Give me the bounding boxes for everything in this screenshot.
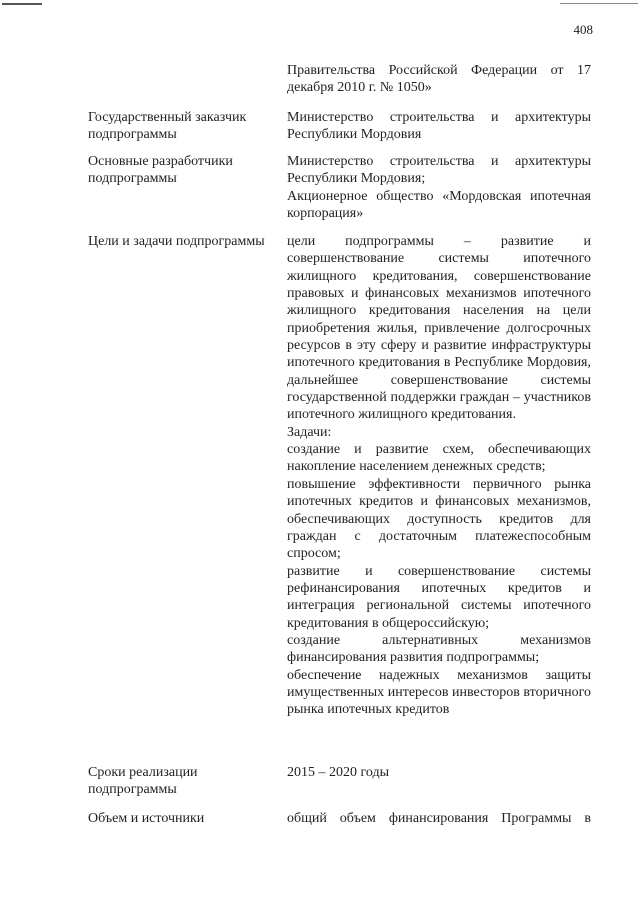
developers-value: Министерство строительства и архитектуры Республики Мордовия; Акционерное общество «Мордовская ипотечная корпорация» xyxy=(287,154,591,222)
customer-value: Министерство строительства и архитектуры Республики Мордовия xyxy=(287,110,591,143)
customer-label: Государственный заказчик подпрограммы xyxy=(88,110,247,142)
goals-value: цели подпрограммы – развитие и совершенствование системы ипотечного жилищного кредитования, совершенствование правовых и финансовых механизмов ипотечного жилищного кредитования населения на цели приобретения жилья, привлечение долгосрочных ресурсов в эту сферу и развитие инфраструктуры ипотечного кредитования в Республике Мордовия, дальнейшее совершенствование системы государственной поддержки граждан – участников ипотечного жилищного кредитования. Задачи: создание и развитие схем, обеспечивающих накопление населением денежных средств; повышение эффективности первичного рынка ипотечных кредитов и финансовых механизмов, обеспечивающих доступность кредитов для граждан с достаточным платежеспособным спросом; развитие и совершенствование системы рефинансирования ипотечных кредитов и интеграция региональной системы ипотечного кредитования в общероссийскую; создание альтернативных механизмов финансирования развития подпрограммы; обеспечение надежных механизмов защиты имущественных интересов инвесторов вторичного рынка ипотечных кредитов xyxy=(287,234,591,718)
funding-label: Объем и источники xyxy=(88,811,205,826)
terms-label: Сроки реализации подпрограммы xyxy=(88,765,198,797)
scan-artifact xyxy=(2,3,42,5)
funding-value: общий объем финансирования Программы в xyxy=(287,811,591,826)
goals-label: Цели и задачи подпрограммы xyxy=(88,234,265,249)
terms-value: 2015 – 2020 годы xyxy=(287,765,390,780)
scan-artifact xyxy=(560,3,638,4)
developers-label: Основные разработчики подпрограммы xyxy=(88,154,233,186)
page-number: 408 xyxy=(573,22,593,37)
intro-text: Правительства Российской Федерации от 17 декабря 2010 г. № 1050» xyxy=(287,63,591,96)
